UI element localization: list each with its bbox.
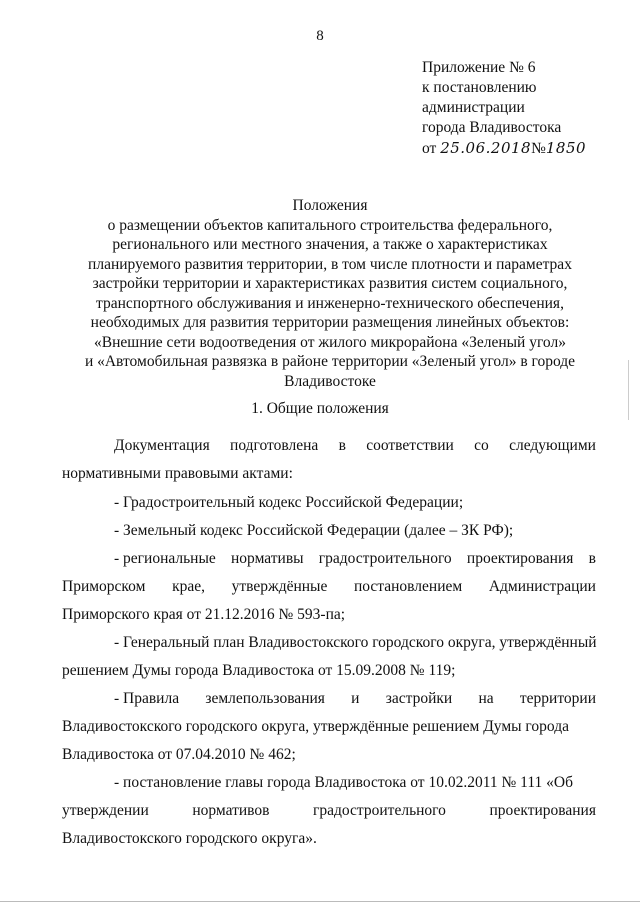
word: землепользования [205,690,325,707]
title-line: «Внешние сети водоотведения от жилого микрорайона «Зеленый угол» [94,333,566,351]
section-heading: 1. Общие положения [251,400,389,417]
paragraph-line [62,578,596,596]
paragraph-line: Владивостокского городского округа, утверждённые решением Думы города [62,718,569,735]
word: нормативы [231,550,304,567]
word: в [338,437,346,454]
word: Администрации [488,578,596,595]
list-item: - Градостроительный кодекс Российской Федерации; [114,494,464,511]
title-line: регионального или местного значения, а также о характеристиках [112,236,548,253]
paragraph-line: Владивостокского городского округа». [62,830,317,847]
document-title [70,196,590,391]
paragraph-line: - Генеральный план Владивостокского городского округа, утверждённый [114,634,597,651]
handwritten-number: 1850 [545,139,587,157]
paragraph-line: нормативными правовыми актами: [62,465,293,482]
date-prefix: от [422,140,437,157]
word: и [351,690,360,707]
paragraph-line [62,802,596,820]
word: в [588,550,596,567]
word: подготовлена [230,437,319,454]
annex-block [422,58,586,159]
annex-line: города Владивостока [422,119,562,136]
paragraph-line: - постановление главы города Владивостока от 10.02.2011 № 111 «Об [114,774,573,791]
title-line: Положения [292,197,368,214]
word: - региональные [114,550,216,567]
title-line: и «Автомобильная развязка в районе территории «Зеленый угол» в городе [84,353,576,370]
word: нормативов [192,802,270,819]
annex-line: администрации [422,99,525,116]
title-line: планируемого развития территории, в том числе плотности и параметрах [88,255,572,273]
paragraph-line: Владивостока от 07.04.2010 № 462; [62,746,296,763]
paragraph-line [114,437,596,455]
paragraph-line: решением Думы города Владивостока от 15.09.2008 № 119; [62,662,456,679]
title-line: необходимых для развития территории размещения линейных объектов: [90,314,570,331]
title-line: о размещении объектов капитального строительства федерального, [107,216,553,234]
word: следующими [509,437,596,454]
word: постановлением [353,578,463,595]
title-line: транспортного обслуживания и инженерно-технического обеспечения, [96,294,564,312]
word: соответствии [366,437,454,454]
word: Приморском [62,578,146,595]
title-line: застройки территории и характеристиках развития систем социального, [92,275,568,292]
word: утверждении [62,802,149,819]
word: градостроительного [313,802,446,819]
word: на [478,690,494,707]
word: градостроительного [318,550,452,567]
word: со [474,437,489,454]
list-item: - Земельный кодекс Российской Федерации (далее – ЗК РФ); [114,522,514,539]
paragraph-line: Приморского края от 21.12.2016 № 593-па; [62,606,346,623]
page-edge [0,901,640,902]
paragraph-line [114,690,596,708]
word: проектирования [489,802,596,819]
annex-line: к постановлению [422,79,537,96]
word: застройки [385,690,453,707]
word: Документация [114,437,210,454]
paragraph-line [114,550,596,568]
title-line: Владивостоке [284,372,376,390]
annex-line: Приложение № 6 [422,59,536,76]
word: утверждённые [231,578,328,595]
word: проектирования [466,550,574,567]
annex-date-line [422,138,586,159]
number-prefix: № [531,140,546,157]
word: территории [519,690,596,707]
word: - Правила [114,690,180,707]
page-number: 8 [316,28,324,44]
scan-artifact [628,360,629,420]
handwritten-date: 25.06.2018 [440,139,532,157]
word: крае, [172,578,205,595]
